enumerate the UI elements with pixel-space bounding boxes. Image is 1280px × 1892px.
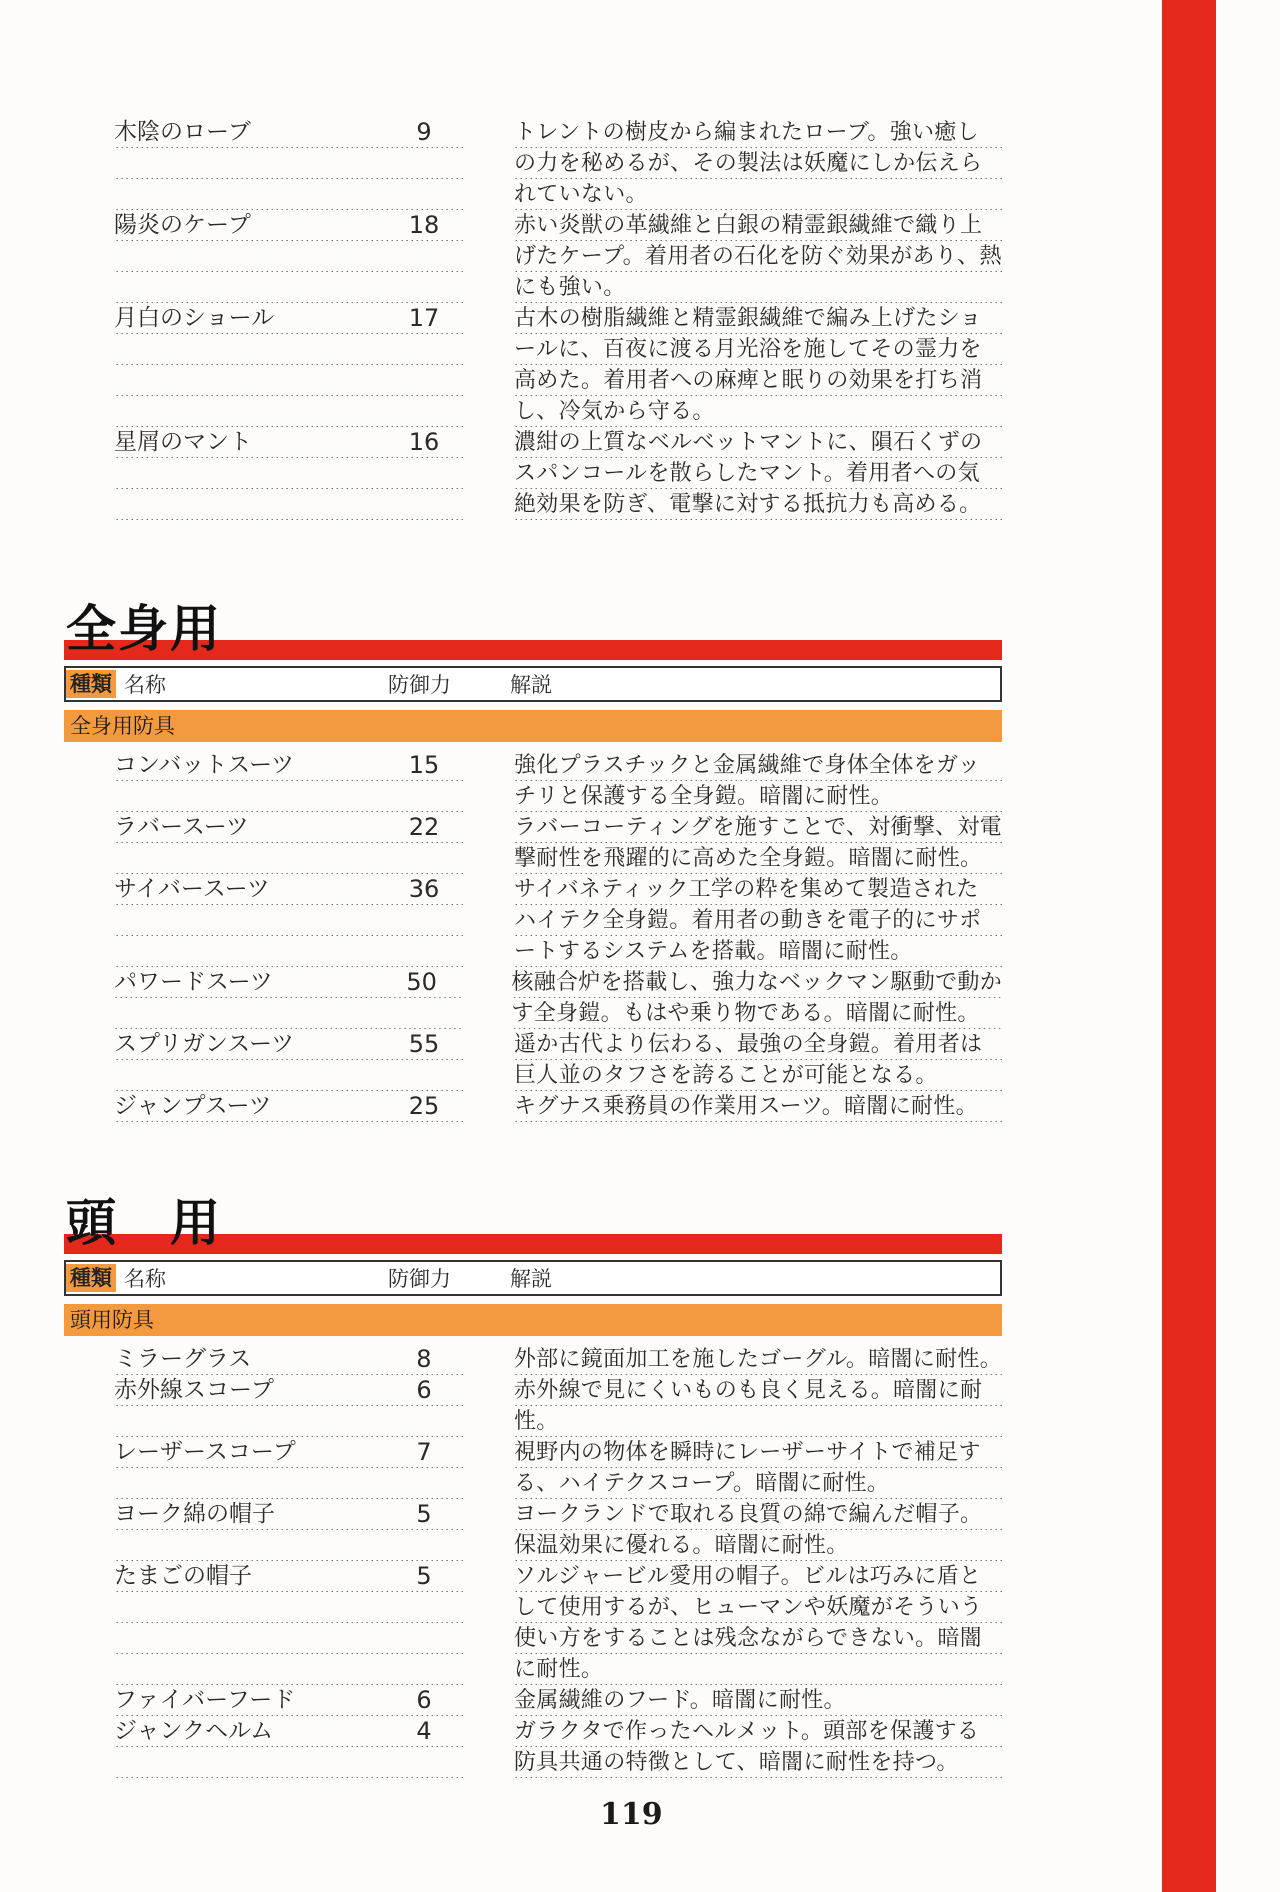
item-description-line: チリと保護する全身鎧。暗闇に耐性。 (514, 781, 1002, 812)
item-defense-rule (384, 1654, 464, 1685)
item-name-rule (114, 458, 384, 489)
header-description: 解説 (510, 1267, 552, 1291)
item-defense-rule (384, 1406, 464, 1437)
table-row (112, 1685, 1002, 1716)
item-description (461, 967, 1002, 1029)
item-description-line: ラバーコーティングを施すことで、対衝撃、対電 (514, 812, 1002, 843)
item-name: 木陰のローブ (114, 117, 384, 148)
item-defense-rule (384, 365, 464, 396)
item-description-line: 核融合炉を搭載し、強力なベックマン駆動で動か (511, 967, 1002, 998)
item-description (464, 303, 1002, 427)
item-defense-rule (384, 241, 464, 272)
item-defense-rule (384, 396, 464, 427)
item-name-rule (114, 489, 384, 520)
item-name-rule (114, 1060, 384, 1091)
item-defense-rule (384, 1623, 464, 1654)
section-title-bar (66, 1192, 1002, 1254)
page-number: 119 (600, 1797, 663, 1832)
section-title-bar (66, 598, 1002, 660)
item-defense: 6 (384, 1375, 464, 1406)
item-name-rule (114, 241, 384, 272)
item-defense: 7 (384, 1437, 464, 1468)
armor-list (112, 1344, 1002, 1778)
item-description-line: げたケープ。着用者の石化を防ぐ効果があり、熱 (514, 241, 1002, 272)
table-row (112, 210, 1002, 303)
item-defense-rule (384, 843, 464, 874)
item-description-line: トレントの樹皮から編まれたローブ。強い癒し (514, 117, 1002, 148)
item-name: スプリガンスーツ (114, 1029, 384, 1060)
item-description-line: の力を秘めるが、その製法は妖魔にしか伝えら (514, 148, 1002, 179)
item-defense-rule (384, 1060, 464, 1091)
item-defense-rule (384, 1747, 464, 1778)
item-defense-rule (384, 1468, 464, 1499)
item-name-rule (114, 843, 384, 874)
item-description-line: 金属繊維のフード。暗闇に耐性。 (514, 1685, 1002, 1716)
item-description-line: スパンコールを散らしたマント。着用者への気 (514, 458, 1002, 489)
item-name: ジャンクヘルム (114, 1716, 384, 1747)
item-defense: 17 (384, 303, 464, 334)
item-description-line: 赤い炎獣の革繊維と白銀の精霊銀繊維で織り上 (514, 210, 1002, 241)
item-name-rule (114, 1654, 384, 1685)
item-description-line: 保温効果に優れる。暗闇に耐性。 (514, 1530, 1002, 1561)
item-defense: 16 (384, 427, 464, 458)
item-description-line: 外部に鏡面加工を施したゴーグル。暗闇に耐性。 (514, 1344, 1002, 1375)
item-description (464, 210, 1002, 303)
item-defense: 9 (384, 117, 464, 148)
table-row (112, 967, 1002, 1029)
category-label: 頭用防具 (64, 1304, 1002, 1336)
item-description (464, 1716, 1002, 1778)
table-header (64, 666, 1002, 702)
item-description-line: ガラクタで作ったヘルメット。頭部を保護する (514, 1716, 1002, 1747)
item-defense-rule (384, 1592, 464, 1623)
item-defense-rule (384, 781, 464, 812)
item-description-line: に耐性。 (514, 1654, 1002, 1685)
item-description-line: 防具共通の特徴として、暗闇に耐性を持つ。 (514, 1747, 1002, 1778)
item-name-rule (114, 936, 384, 967)
item-description-line: 濃紺の上質なベルベットマントに、隕石くずの (514, 427, 1002, 458)
item-defense: 4 (384, 1716, 464, 1747)
item-description-line: 撃耐性を飛躍的に高めた全身鎧。暗闇に耐性。 (514, 843, 1002, 874)
table-row (112, 1716, 1002, 1778)
page-edge-red-band (1162, 0, 1216, 1892)
item-defense: 36 (384, 874, 464, 905)
item-name: ファイバーフード (114, 1685, 384, 1716)
item-description (464, 1344, 1002, 1375)
item-description-line: ヨークランドで取れる良質の綿で編んだ帽子。 (514, 1499, 1002, 1530)
item-defense-rule (384, 489, 464, 520)
table-row (112, 1091, 1002, 1122)
header-name: 名称 (124, 1267, 166, 1291)
category-label: 全身用防具 (64, 710, 1002, 742)
table-row (112, 303, 1002, 427)
item-name-rule (114, 365, 384, 396)
section-head (66, 1192, 1002, 1778)
item-name: ラバースーツ (114, 812, 384, 843)
section-title: 頭 用 (66, 1194, 222, 1252)
item-defense-rule (384, 936, 464, 967)
item-defense: 15 (384, 750, 464, 781)
header-description: 解説 (510, 673, 552, 697)
item-name-rule (114, 1592, 384, 1623)
item-name-rule (114, 1406, 384, 1437)
table-row (112, 874, 1002, 967)
item-description-line: して使用するが、ヒューマンや妖魔がそういう (514, 1592, 1002, 1623)
item-name: サイバースーツ (114, 874, 384, 905)
item-description-line: す全身鎧。もはや乗り物である。暗闇に耐性。 (511, 998, 1002, 1029)
item-description-line: 高めた。着用者への麻痺と眠りの効果を打ち消 (514, 365, 1002, 396)
item-description (464, 1561, 1002, 1685)
item-description-line: ハイテク全身鎧。着用者の動きを電子的にサポ (514, 905, 1002, 936)
item-name: コンバットスーツ (114, 750, 384, 781)
item-defense: 6 (384, 1685, 464, 1716)
item-name: ヨーク綿の帽子 (114, 1499, 384, 1530)
item-description-line: 古木の樹脂繊維と精霊銀繊維で編み上げたショ (514, 303, 1002, 334)
item-name-rule (114, 148, 384, 179)
item-defense-rule (384, 334, 464, 365)
item-defense-rule (384, 1530, 464, 1561)
item-name-rule (114, 1530, 384, 1561)
item-name: ミラーグラス (114, 1344, 384, 1375)
item-description-line: 強化プラスチックと金属繊維で身体全体をガッ (514, 750, 1002, 781)
item-defense-rule (384, 179, 464, 210)
item-name-rule (114, 1623, 384, 1654)
item-name-rule (114, 781, 384, 812)
item-name-rule (114, 396, 384, 427)
table-header (64, 1260, 1002, 1296)
item-name-rule (114, 272, 384, 303)
item-description (464, 1437, 1002, 1499)
item-defense-rule (382, 998, 461, 1029)
item-description-line: 視野内の物体を瞬時にレーザーサイトで補足す (514, 1437, 1002, 1468)
item-description-line: 使い方をすることは残念ながらできない。暗闇 (514, 1623, 1002, 1654)
header-defense: 防御力 (388, 673, 451, 697)
item-defense-rule (384, 458, 464, 489)
item-description-line: 遥か古代より伝わる、最強の全身鎧。着用者は (514, 1029, 1002, 1060)
item-name-rule (114, 998, 382, 1029)
item-description-line: れていない。 (514, 179, 1002, 210)
item-defense: 55 (384, 1029, 464, 1060)
item-defense-rule (384, 148, 464, 179)
armor-list (112, 750, 1002, 1122)
item-defense: 8 (384, 1344, 464, 1375)
item-description-line: ソルジャービル愛用の帽子。ビルは巧みに盾と (514, 1561, 1002, 1592)
header-kind: 種類 (66, 670, 116, 698)
item-description (464, 1685, 1002, 1716)
item-description-line: 絶効果を防ぎ、電撃に対する抵抗力も高める。 (514, 489, 1002, 520)
table-row (112, 1437, 1002, 1499)
header-defense: 防御力 (388, 1267, 451, 1291)
item-defense: 22 (384, 812, 464, 843)
item-description (464, 117, 1002, 210)
table-row (112, 750, 1002, 812)
table-row (112, 1561, 1002, 1685)
armor-list-top (112, 117, 1002, 520)
item-name-rule (114, 1468, 384, 1499)
item-name: 月白のショール (114, 303, 384, 334)
item-description-line: 赤外線で見にくいものも良く見える。暗闇に耐 (514, 1375, 1002, 1406)
item-name: 赤外線スコープ (114, 1375, 384, 1406)
item-description-line: ールに、百夜に渡る月光浴を施してその霊力を (514, 334, 1002, 365)
item-description-line: キグナス乗務員の作業用スーツ。暗闇に耐性。 (514, 1091, 1002, 1122)
section-title: 全身用 (66, 600, 222, 658)
table-row (112, 1499, 1002, 1561)
item-defense: 50 (382, 967, 461, 998)
item-name: ジャンプスーツ (114, 1091, 384, 1122)
table-row (112, 1375, 1002, 1437)
item-defense: 25 (384, 1091, 464, 1122)
item-description (464, 1375, 1002, 1437)
item-name: 陽炎のケープ (114, 210, 384, 241)
item-name: レーザースコープ (114, 1437, 384, 1468)
section-fullbody (66, 598, 1002, 1122)
item-description-line: にも強い。 (514, 272, 1002, 303)
item-description (464, 1091, 1002, 1122)
item-description-line: 巨人並のタフさを誇ることが可能となる。 (514, 1060, 1002, 1091)
item-description-line: サイバネティック工学の粋を集めて製造された (514, 874, 1002, 905)
table-row (112, 1344, 1002, 1375)
item-description-line: ートするシステムを搭載。暗闇に耐性。 (514, 936, 1002, 967)
item-description-line: 性。 (514, 1406, 1002, 1437)
item-description-line: し、冷気から守る。 (514, 396, 1002, 427)
table-row (112, 812, 1002, 874)
item-name-rule (114, 334, 384, 365)
item-name: パワードスーツ (114, 967, 382, 998)
table-row (112, 117, 1002, 210)
item-defense-rule (384, 905, 464, 936)
item-description (464, 427, 1002, 520)
item-defense: 5 (384, 1499, 464, 1530)
item-description (464, 750, 1002, 812)
item-name: たまごの帽子 (114, 1561, 384, 1592)
table-row (112, 1029, 1002, 1091)
item-description-line: る、ハイテクスコープ。暗闇に耐性。 (514, 1468, 1002, 1499)
item-name-rule (114, 905, 384, 936)
item-description (464, 1029, 1002, 1091)
item-name-rule (114, 179, 384, 210)
header-kind: 種類 (66, 1264, 116, 1292)
item-description (464, 1499, 1002, 1561)
item-defense: 5 (384, 1561, 464, 1592)
item-defense-rule (384, 272, 464, 303)
item-description (464, 812, 1002, 874)
header-name: 名称 (124, 673, 166, 697)
item-name-rule (114, 1747, 384, 1778)
table-row (112, 427, 1002, 520)
item-defense: 18 (384, 210, 464, 241)
item-description (464, 874, 1002, 967)
item-name: 星屑のマント (114, 427, 384, 458)
